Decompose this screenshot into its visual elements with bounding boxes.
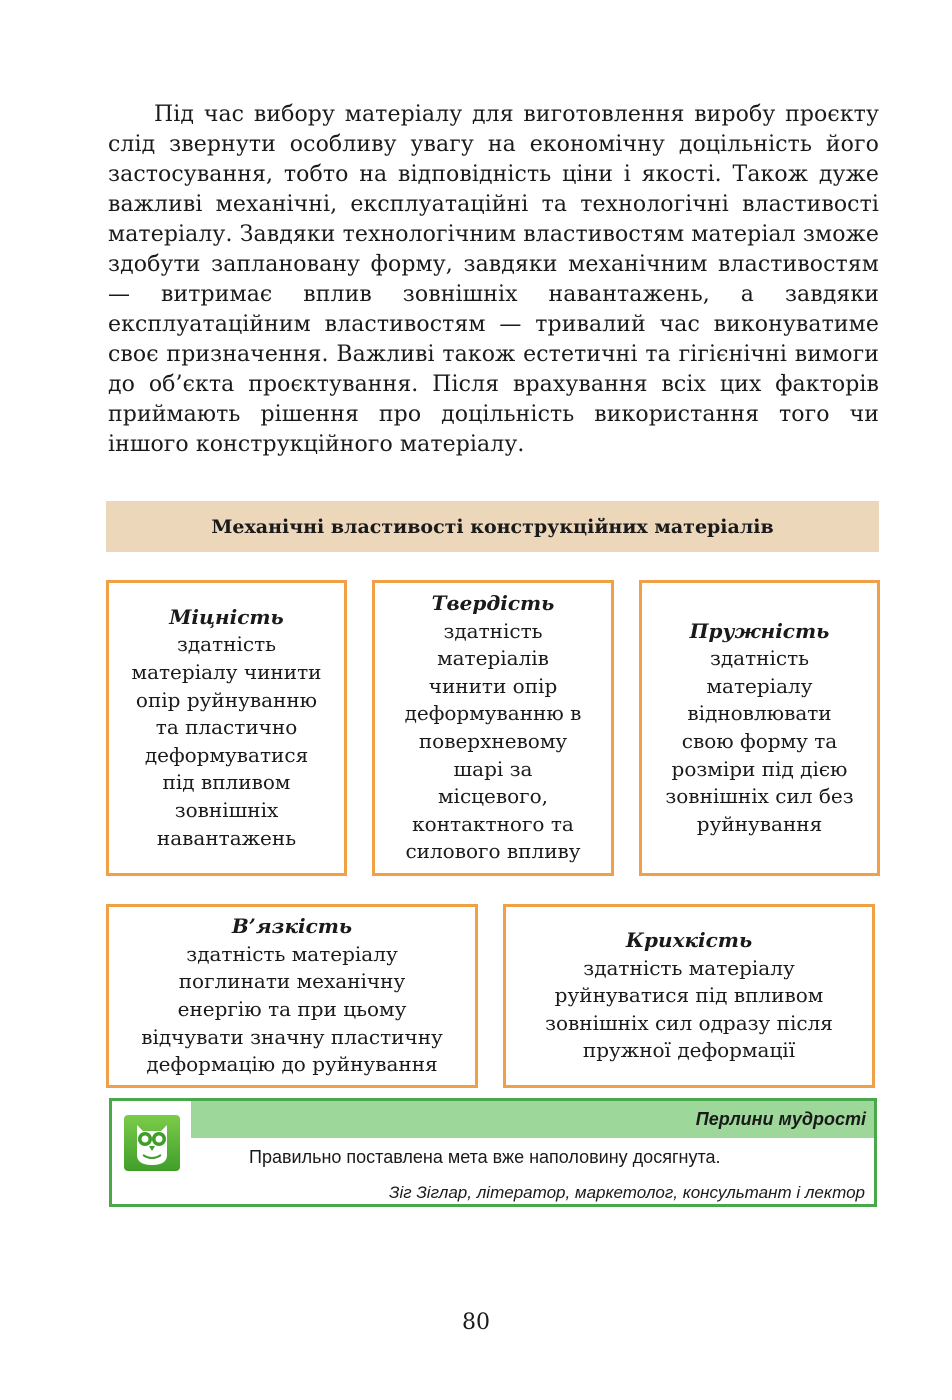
property-line: здатність матеріалу: [186, 941, 398, 966]
wisdom-author: Зіг Зіглар, літератор, маркетолог, консультант і лектор: [389, 1183, 865, 1202]
property-term: Крихкість: [625, 928, 753, 953]
property-line: шарі за: [453, 756, 533, 781]
property-line: матеріалу: [706, 673, 813, 698]
property-line: зовнішніх сил без: [665, 784, 854, 809]
property-line: місцевого,: [437, 784, 549, 809]
page-number: 80: [462, 1310, 490, 1335]
property-line: здатність: [443, 618, 543, 643]
property-line: розміри під дією: [671, 756, 848, 781]
property-line: деформуватися: [144, 742, 309, 767]
owl-icon: [124, 1115, 180, 1171]
property-term: Пружність: [689, 618, 830, 643]
property-card-elasticity: [639, 580, 880, 876]
property-line: руйнування: [696, 811, 823, 836]
property-card-hardness: [372, 580, 614, 876]
property-line: зовнішніх сил одразу після: [545, 1010, 833, 1035]
wisdom-heading-bar: [191, 1101, 874, 1138]
property-line: свою форму та: [681, 729, 838, 753]
property-line: навантажень: [156, 825, 297, 850]
property-line: здатність: [709, 646, 810, 671]
wisdom-box: [109, 1098, 877, 1207]
property-line: поверхневому: [418, 729, 568, 753]
property-line: та пластично: [155, 715, 298, 740]
property-card-toughness: [106, 904, 478, 1088]
property-line: зовнішніх: [174, 797, 279, 822]
property-line: матеріалів: [437, 646, 549, 671]
property-line: здатність матеріалу: [583, 955, 795, 980]
property-line: опір руйнуванню: [135, 687, 318, 712]
section-title-banner: [106, 501, 879, 552]
property-line: силового впливу: [405, 839, 581, 864]
wisdom-heading: Перлини мудрості: [695, 1109, 866, 1129]
property-line: здатність: [176, 632, 277, 657]
property-card-brittleness: [503, 904, 875, 1088]
property-line: поглинати механічну: [178, 969, 406, 994]
property-line: енергію та при цьому: [177, 997, 407, 1021]
intro-paragraph: Під час вибору матеріалу для виготовлення виробу проєкту слід звернути особливу увагу на економічну доцільність його застосування, тобто на відповідність ціни і якості. Також дуже важливі механічні, експлуатаційні та технологічні властивості матеріалу. Завдяки технологічним властивостям матеріал зможе здобути заплановану форму, завдяки механічним властивостям — витримає вплив зовнішніх навантажень, а завдяки експлуатаційним властивостям — тривалий час виконуватиме своє призначення. Важливі також естетичні та гігієнічні вимоги до об’єкта проєктування. Після врахування всіх цих факторів приймають рішення про доцільність використання того чи іншого конструкційного матеріалу.: [108, 102, 879, 457]
property-term: Твердість: [431, 591, 555, 616]
property-line: деформацію до руйнування: [146, 1052, 438, 1077]
property-term: В’язкість: [231, 914, 353, 939]
property-line: деформуванню в: [404, 701, 582, 726]
property-card-strength: [106, 580, 347, 876]
property-line: руйнуватися під впливом: [554, 983, 824, 1008]
property-line: відновлювати: [687, 701, 832, 726]
property-term: Міцність: [169, 604, 284, 629]
property-line: відчувати значну пластичну: [141, 1024, 443, 1049]
property-line: під впливом: [162, 770, 291, 795]
property-line: чинити опір: [428, 673, 558, 698]
wisdom-quote: Правильно поставлена мета вже наполовину досягнута.: [249, 1147, 721, 1167]
property-line: матеріалу чинити: [131, 660, 322, 685]
property-line: контактного та: [412, 811, 574, 836]
property-line: пружної деформації: [582, 1038, 796, 1063]
section-title: Механічні властивості конструкційних матеріалів: [211, 515, 774, 538]
